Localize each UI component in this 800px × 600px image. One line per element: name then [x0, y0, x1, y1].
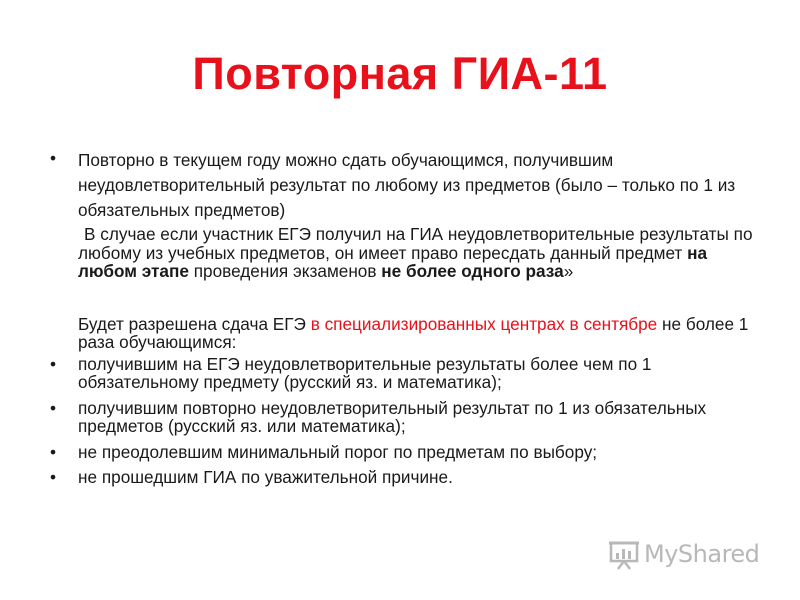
paragraph-2-text-b: проведения экзаменов: [188, 261, 382, 281]
paragraph-3-highlight: в специализированных центрах в сентябре: [310, 313, 658, 334]
paragraph-3: [44, 315, 760, 352]
bullet-dot: •: [50, 467, 57, 487]
paragraph-text: Повторно в текущем году можно сдать обучающимся, получившим неудовлетворительный результат по любому из предметов (было – только по 1 из обязательных предметов): [78, 150, 736, 220]
slide-content: [44, 148, 760, 494]
bullet-dot: •: [50, 397, 57, 418]
paragraph-2-bold-a: на любом этапе: [78, 242, 708, 281]
list-item-text: не преодолевшим минимальный порог по предметам по выбору;: [78, 441, 598, 462]
bullet-paragraph-1: [44, 148, 760, 223]
presentation-chart-icon: [608, 538, 640, 570]
list-item-text: не прошедшим ГИА по уважительной причине.: [78, 467, 453, 487]
bullet-dot: •: [50, 441, 57, 462]
paragraph-3-text-a: Будет разрешена сдача ЕГЭ: [78, 313, 311, 334]
bullet-dot: •: [50, 148, 57, 168]
list-item: [44, 468, 760, 487]
list-item: [44, 443, 760, 462]
paragraph-2-text-a: В случае если участник ЕГЭ получил на ГИА неудовлетворительные результаты по любому из учебных предметов, он имеет право пересдать данный предмет: [78, 224, 753, 263]
list-item-text: получившим на ЕГЭ неудовлетворительные результаты более чем по 1 обязательному предмету (русский яз. и математика);: [78, 353, 652, 392]
slide-title: Повторная ГИА-11: [192, 48, 608, 99]
list-item: [44, 399, 760, 436]
paragraph-2: [44, 225, 760, 281]
paragraph-3-text-b: не более 1 раза обучающимся:: [78, 313, 749, 352]
list-item: [44, 355, 760, 392]
paragraph-2-bold-b: не более одного раза: [381, 261, 564, 281]
bullet-list: [44, 355, 760, 487]
watermark-text: MyShared: [644, 540, 760, 568]
bullet-dot: •: [50, 353, 57, 374]
paragraph-2-text-c: »: [563, 261, 574, 281]
list-item-text: получившим повторно неудовлетворительный результат по 1 из обязательных предметов (русский яз. или математика);: [78, 397, 707, 436]
myshared-watermark: [608, 536, 768, 572]
